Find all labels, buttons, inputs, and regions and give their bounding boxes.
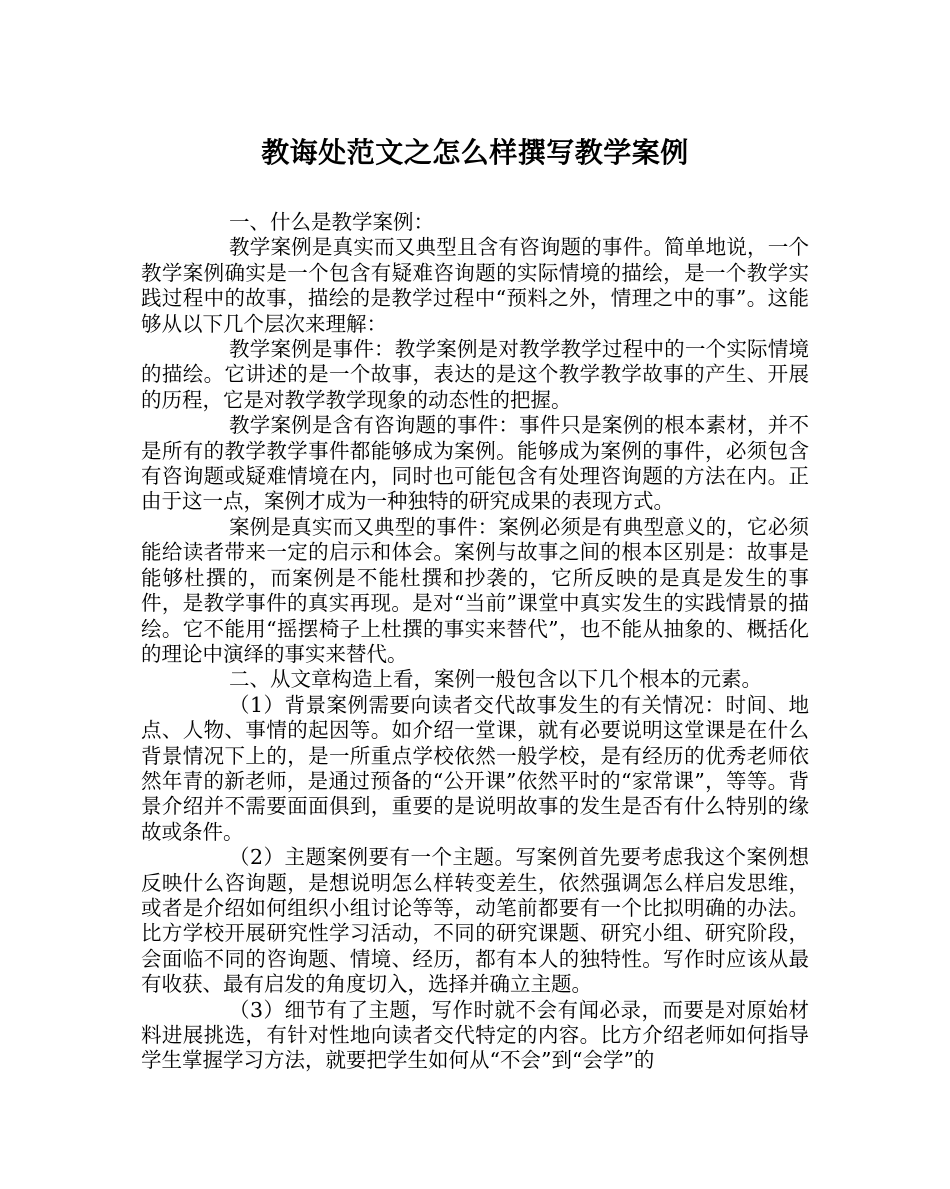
- paragraph-details: （3）细节有了主题，写作时就不会有闻必录，而要是对原始材料进展挑选，有针对性地向读者交代特定的内容。比方介绍老师如何指导学生掌握学习方法，就要把学生如何从“不会”到“会学”的: [141, 997, 809, 1073]
- paragraph-typical-event: 案例是真实而又典型的事件：案例必须是有典型意义的，它必须能给读者带来一定的启示和体会。案例与故事之间的根本区别是：故事是能够杜撰的，而案例是不能杜撰和抄袭的，它所反映的是真是发生的事件，是教学事件的真实再现。是对“当前”课堂中真实发生的实践情景的描绘。它不能用“摇摆椅子上杜撰的事实来替代”，也不能从抽象的、概括化的理论中演绎的事实来替代。: [141, 514, 809, 666]
- paragraph-theme: （2）主题案例要有一个主题。写案例首先要考虑我这个案例想反映什么咨询题，是想说明怎么样转变差生，依然强调怎么样启发思维，或者是介绍如何组织小组讨论等等，动笔前都要有一个比拟明确的办法。比方学校开展研究性学习活动，不同的研究课题、研究小组、研究阶段，会面临不同的咨询题、情境、经历，都有本人的独特性。写作时应该从最有收获、最有启发的角度切入，选择并确立主题。: [141, 845, 809, 997]
- document-title: 教诲处范文之怎么样撰写教学案例: [261, 136, 689, 169]
- paragraph-event: 教学案例是事件：教学案例是对教学教学过程中的一个实际情境的描绘。它讲述的是一个故事，表达的是这个教学教学故事的产生、开展的历程，它是对教学教学现象的动态性的把握。: [141, 337, 809, 412]
- paragraph-definition: 教学案例是真实而又典型且含有咨询题的事件。简单地说，一个教学案例确实是一个包含有疑难咨询题的实际情境的描绘，是一个教学实践过程中的故事，描绘的是教学过程中“预料之外，情理之中的事”。这能够从以下几个层次来理解：: [141, 235, 809, 336]
- section-heading-1: 一、什么是教学案例：: [229, 210, 434, 234]
- section-heading-2: 二、从文章构造上看，案例一般包含以下几个根本的元素。: [229, 667, 762, 692]
- paragraph-problem-event: 教学案例是含有咨询题的事件：事件只是案例的根本素材，并不是所有的教学教学事件都能够成为案例。能够成为案例的事件，必须包含有咨询题或疑难情境在内，同时也可能包含有处理咨询题的方法在内。正由于这一点，案例才成为一种独特的研究成果的表现方式。: [141, 413, 809, 514]
- document-body: [141, 210, 809, 1074]
- paragraph-background: （1）背景案例需要向读者交代故事发生的有关情况：时间、地点、人物、事情的起因等。如介绍一堂课，就有必要说明这堂课是在什么背景情况下上的，是一所重点学校依然一般学校，是有经历的优秀老师依然年青的新老师，是通过预备的“公开课”依然平时的“家常课”，等等。背景介绍并不需要面面俱到，重要的是说明故事的发生是否有什么特别的缘故或条件。: [141, 692, 809, 844]
